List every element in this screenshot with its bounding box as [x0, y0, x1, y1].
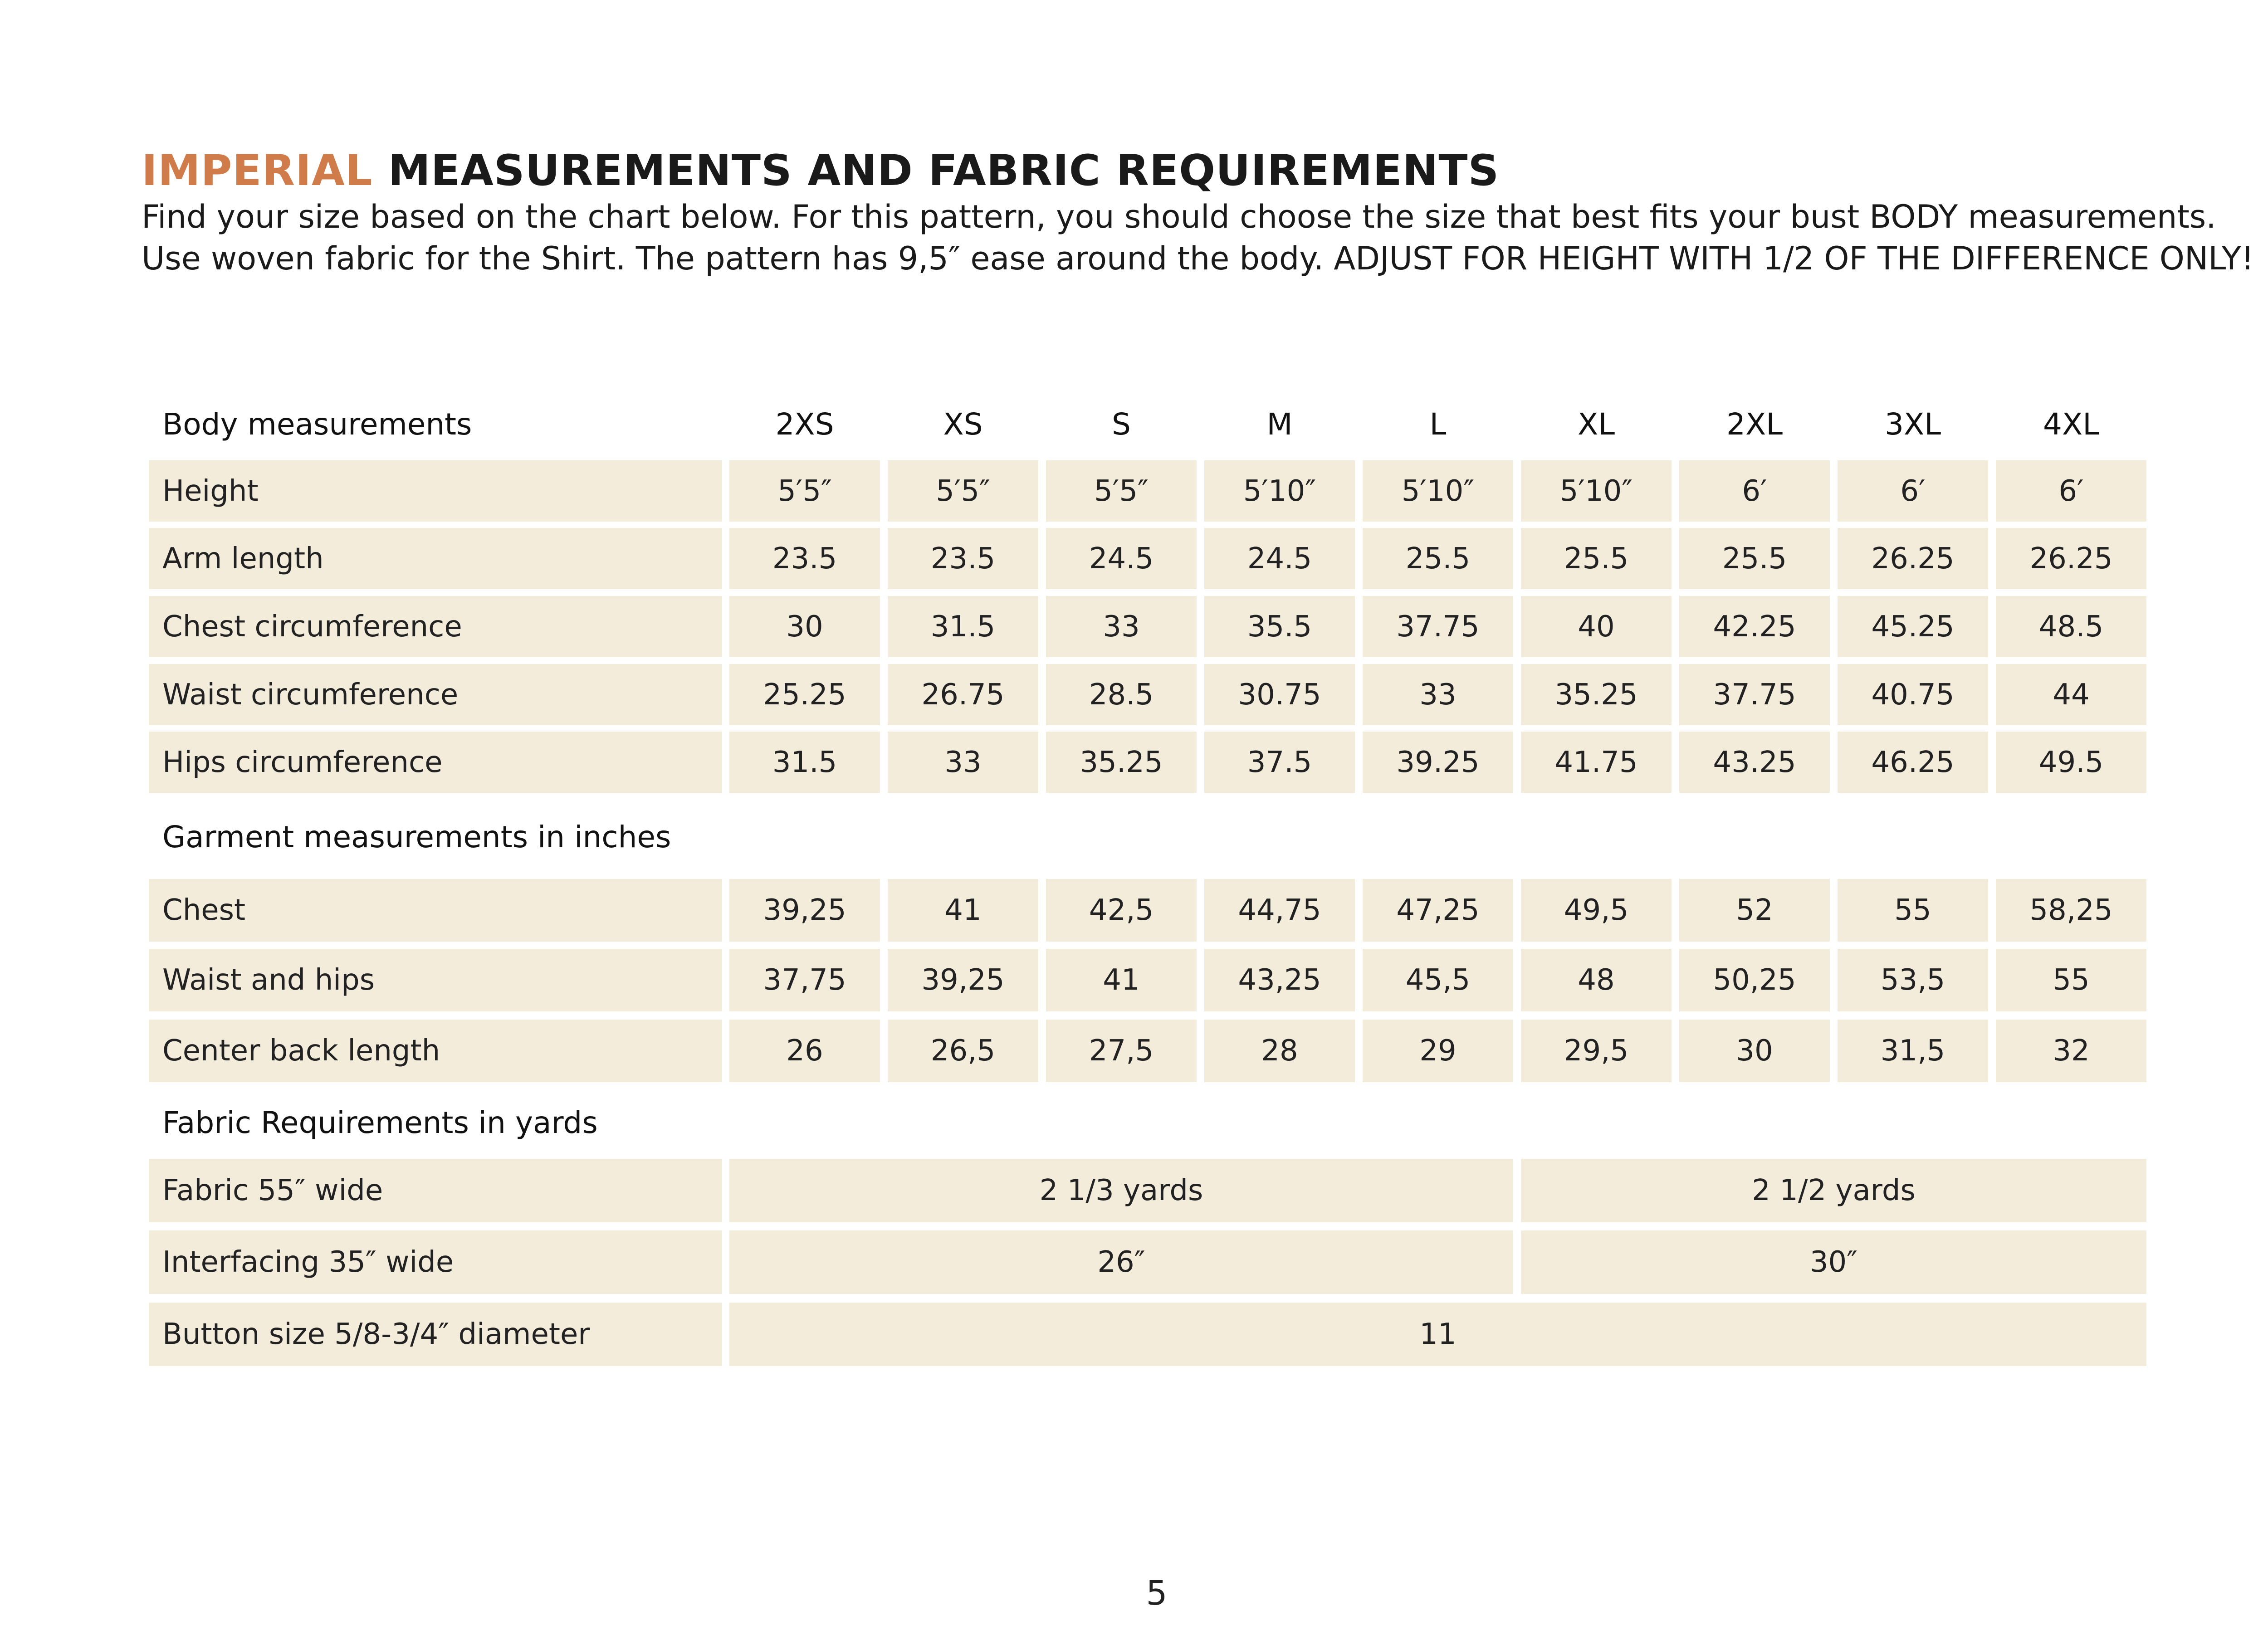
garment-row-cell: 41 — [1046, 949, 1197, 1011]
garment-row-cell: 26 — [729, 1020, 880, 1082]
body-row-cell: 5′5″ — [888, 460, 1038, 522]
fabric-row-cell-2xs-to-l: 2 1/3 yards — [729, 1159, 1513, 1222]
garment-row-cell: 58,25 — [1996, 879, 2146, 942]
body-row-cell: 35.25 — [1521, 664, 1672, 725]
size-header-l: L — [1429, 406, 1447, 442]
body-row-label: Chest circumference — [149, 596, 722, 657]
garment-measurements-header: Garment measurements in inches — [162, 819, 671, 854]
garment-row-cell: 29 — [1363, 1020, 1513, 1082]
fabric-requirements-header: Fabric Requirements in yards — [162, 1105, 598, 1140]
body-row-label: Waist circumference — [149, 664, 722, 725]
body-row-cell: 6′ — [1996, 460, 2146, 522]
garment-row-cell: 28 — [1204, 1020, 1355, 1082]
body-row-cell: 5′10″ — [1363, 460, 1513, 522]
garment-row-cell: 48 — [1521, 949, 1672, 1011]
garment-row-cell: 49,5 — [1521, 879, 1672, 942]
body-row-cell: 25.5 — [1521, 528, 1672, 589]
garment-row-cell: 27,5 — [1046, 1020, 1197, 1082]
body-row-cell: 37.5 — [1204, 732, 1355, 793]
size-header-2xs: 2XS — [775, 406, 834, 442]
size-header-xl: XL — [1578, 406, 1615, 442]
intro-line-2: Use woven fabric for the Shirt. The pattern has 9,5″ ease around the body. ADJUST FOR HEIGHT WITH 1/2 OF THE DIFFERENCE ONLY! — [142, 240, 2254, 277]
fabric-row-cell-xl-to-4xl: 2 1/2 yards — [1521, 1159, 2146, 1222]
garment-row-cell: 43,25 — [1204, 949, 1355, 1011]
body-row-cell: 37.75 — [1679, 664, 1830, 725]
body-row-label: Hips circumference — [149, 732, 722, 793]
garment-row-label: Center back length — [149, 1020, 722, 1082]
size-header-2xl: 2XL — [1726, 406, 1783, 442]
body-row-cell: 28.5 — [1046, 664, 1197, 725]
fabric-row-cell-xl-to-4xl: 30″ — [1521, 1230, 2146, 1294]
body-row-cell: 42.25 — [1679, 596, 1830, 657]
body-row-cell: 25.5 — [1679, 528, 1830, 589]
fabric-row-cell-2xs-to-l: 26″ — [729, 1230, 1513, 1294]
body-row-cell: 35.5 — [1204, 596, 1355, 657]
body-row-cell: 48.5 — [1996, 596, 2146, 657]
body-row-cell: 35.25 — [1046, 732, 1197, 793]
body-row-cell: 33 — [888, 732, 1038, 793]
title-rest: MEASUREMENTS AND FABRIC REQUIREMENTS — [388, 146, 1500, 195]
body-row-cell: 6′ — [1679, 460, 1830, 522]
body-row-cell: 40.75 — [1838, 664, 1988, 725]
fabric-row-label: Button size 5/8-3/4″ diameter — [149, 1303, 722, 1366]
garment-row-cell: 31,5 — [1838, 1020, 1988, 1082]
body-row-cell: 45.25 — [1838, 596, 1988, 657]
garment-row-cell: 50,25 — [1679, 949, 1830, 1011]
body-row-cell: 30.75 — [1204, 664, 1355, 725]
body-row-cell: 24.5 — [1204, 528, 1355, 589]
body-row-cell: 23.5 — [729, 528, 880, 589]
body-row-cell: 40 — [1521, 596, 1672, 657]
size-header-4xl: 4XL — [2043, 406, 2099, 442]
garment-row-cell: 45,5 — [1363, 949, 1513, 1011]
garment-row-cell: 39,25 — [729, 879, 880, 942]
body-row-label: Arm length — [149, 528, 722, 589]
body-row-label: Height — [149, 460, 722, 522]
garment-row-cell: 37,75 — [729, 949, 880, 1011]
garment-row-cell: 39,25 — [888, 949, 1038, 1011]
fabric-row-cell-all-sizes: 11 — [729, 1303, 2146, 1366]
body-row-cell: 33 — [1363, 664, 1513, 725]
garment-row-cell: 53,5 — [1838, 949, 1988, 1011]
garment-row-cell: 41 — [888, 879, 1038, 942]
intro-line-1: Find your size based on the chart below. For this pattern, you should choose the size that best fits your bust BODY measurements. — [142, 198, 2216, 235]
body-row-cell: 24.5 — [1046, 528, 1197, 589]
body-row-cell: 44 — [1996, 664, 2146, 725]
page-number: 5 — [1146, 1574, 1168, 1613]
garment-row-label: Chest — [149, 879, 722, 942]
garment-row-cell: 52 — [1679, 879, 1830, 942]
garment-row-cell: 55 — [1838, 879, 1988, 942]
body-row-cell: 26.25 — [1838, 528, 1988, 589]
body-row-cell: 25.25 — [729, 664, 880, 725]
size-header-xs: XS — [943, 406, 983, 442]
garment-row-cell: 29,5 — [1521, 1020, 1672, 1082]
body-row-cell: 49.5 — [1996, 732, 2146, 793]
body-measurements-header: Body measurements — [162, 406, 472, 442]
garment-row-cell: 32 — [1996, 1020, 2146, 1082]
body-row-cell: 5′5″ — [1046, 460, 1197, 522]
size-header-m: M — [1266, 406, 1293, 442]
garment-row-cell: 26,5 — [888, 1020, 1038, 1082]
body-row-cell: 5′10″ — [1521, 460, 1672, 522]
garment-row-cell: 30 — [1679, 1020, 1830, 1082]
title-accent: IMPERIAL — [142, 146, 373, 195]
garment-row-cell: 42,5 — [1046, 879, 1197, 942]
size-header-3xl: 3XL — [1885, 406, 1941, 442]
body-row-cell: 33 — [1046, 596, 1197, 657]
body-row-cell: 5′10″ — [1204, 460, 1355, 522]
size-header-s: S — [1112, 406, 1131, 442]
body-row-cell: 26.75 — [888, 664, 1038, 725]
body-row-cell: 39.25 — [1363, 732, 1513, 793]
body-row-cell: 43.25 — [1679, 732, 1830, 793]
fabric-row-label: Interfacing 35″ wide — [149, 1230, 722, 1294]
body-row-cell: 31.5 — [729, 732, 880, 793]
garment-row-cell: 44,75 — [1204, 879, 1355, 942]
fabric-row-label: Fabric 55″ wide — [149, 1159, 722, 1222]
garment-row-label: Waist and hips — [149, 949, 722, 1011]
body-row-cell: 30 — [729, 596, 880, 657]
body-row-cell: 23.5 — [888, 528, 1038, 589]
body-row-cell: 31.5 — [888, 596, 1038, 657]
garment-row-cell: 55 — [1996, 949, 2146, 1011]
body-row-cell: 25.5 — [1363, 528, 1513, 589]
body-row-cell: 37.75 — [1363, 596, 1513, 657]
body-row-cell: 6′ — [1838, 460, 1988, 522]
body-row-cell: 41.75 — [1521, 732, 1672, 793]
garment-row-cell: 47,25 — [1363, 879, 1513, 942]
body-row-cell: 5′5″ — [729, 460, 880, 522]
body-row-cell: 46.25 — [1838, 732, 1988, 793]
body-row-cell: 26.25 — [1996, 528, 2146, 589]
